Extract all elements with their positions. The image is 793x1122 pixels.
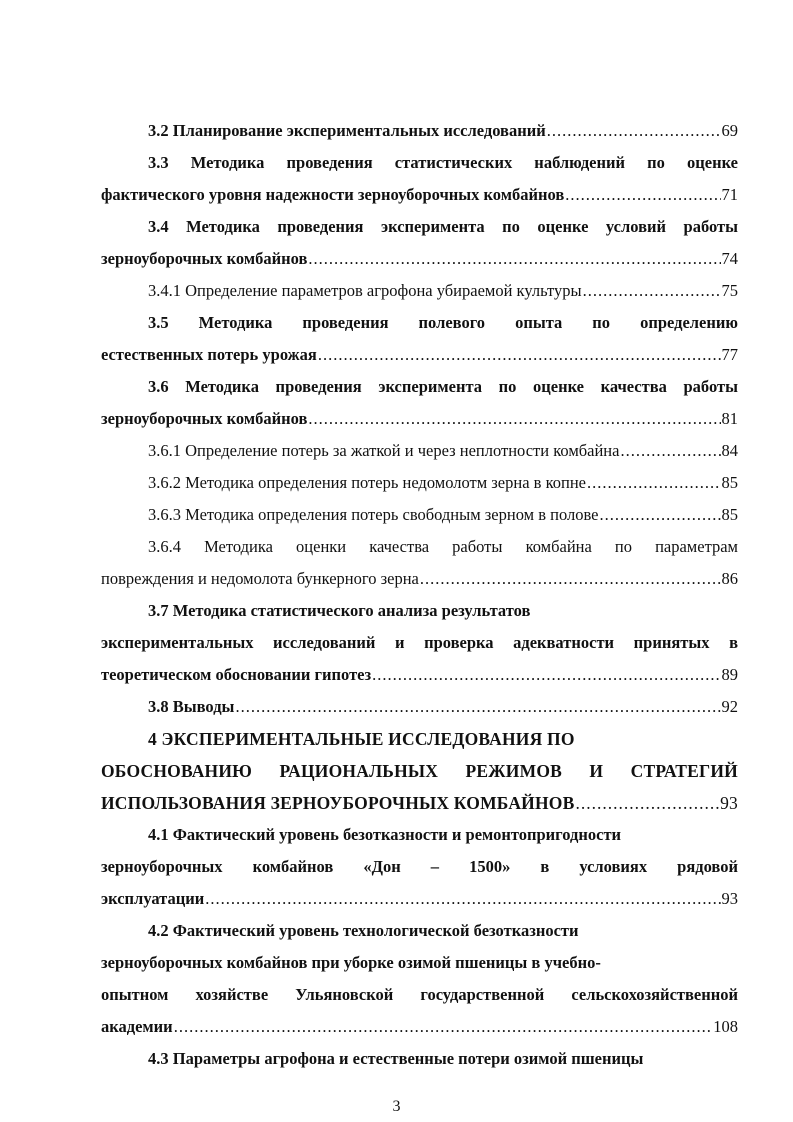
toc-page-number: 84 (721, 441, 738, 460)
toc-entry-title: 3.6.1 Определение потерь за жаткой и через неплотности комбайна (148, 441, 620, 460)
toc-chapter-4-line3 (101, 787, 738, 819)
dot-leader (600, 499, 721, 531)
toc-page-number: 69 (721, 121, 738, 140)
toc-entry-3-7-line2: экспериментальных исследований и проверка адекватности принятых в (101, 633, 738, 652)
toc-page-number: 71 (721, 185, 738, 204)
toc-entry-3-6-line1: 3.6 Методика проведения эксперимента по оценке качества работы (148, 377, 738, 396)
toc-page-number: 92 (721, 697, 738, 716)
toc-entry-title: зерноуборочных комбайнов (101, 409, 308, 428)
toc-entry-title: 3.6.3 Методика определения потерь свободным зерном в полове (148, 505, 599, 524)
dot-leader (583, 275, 721, 307)
toc-page-number: 93 (721, 889, 738, 908)
toc-entry-3-4-line1: 3.4 Методика проведения эксперимента по оценке условий работы (148, 217, 738, 236)
toc-entry-3-4-1 (101, 275, 738, 307)
toc-entry-4-1-line2: зерноуборочных комбайнов «Дон – 1500» в условиях рядовой (101, 857, 738, 876)
toc-entry-4-3-line1: 4.3 Параметры агрофона и естественные потери озимой пшеницы (148, 1049, 644, 1068)
toc-entry-title: академии (101, 1017, 173, 1036)
toc-entry-title: ИСПОЛЬЗОВАНИЯ ЗЕРНОУБОРОЧНЫХ КОМБАЙНОВ (101, 793, 575, 813)
toc-entry-3-7-line3 (101, 659, 738, 691)
toc-entry-4-1-line3 (101, 883, 738, 915)
toc-entry-3-6-3 (101, 499, 738, 531)
toc-entry-4-2-line3: опытном хозяйстве Ульяновской государственной сельскохозяйственной (101, 985, 738, 1004)
toc-page-number: 74 (721, 249, 738, 268)
toc-entry-4-2-line4 (101, 1011, 738, 1043)
dot-leader (235, 691, 720, 723)
toc-entry-3-3-line2 (101, 179, 738, 211)
dot-leader (308, 403, 720, 435)
toc-entry-title: повреждения и недомолота бункерного зерна (101, 569, 419, 588)
toc-entry-3-5-line1: 3.5 Методика проведения полевого опыта по определению (148, 313, 738, 332)
dot-leader (420, 563, 721, 595)
toc-entry-3-6-line2 (101, 403, 738, 435)
toc-entry-title: 3.2 Планирование экспериментальных исследований (148, 121, 546, 140)
toc-entry-3-7-line1: 3.7 Методика статистического анализа результатов (148, 601, 531, 620)
toc-entry-3-3-line1: 3.3 Методика проведения статистических наблюдений по оценке (148, 153, 738, 172)
toc-entry-3-8 (101, 691, 738, 723)
dot-leader (174, 1011, 713, 1043)
dot-leader (372, 659, 720, 691)
toc-entry-title: фактического уровня надежности зерноуборочных комбайнов (101, 185, 565, 204)
toc-chapter-4-line2: ОБОСНОВАНИЮ РАЦИОНАЛЬНЫХ РЕЖИМОВ И СТРАТЕГИЙ (101, 761, 738, 781)
dot-leader (620, 435, 720, 467)
toc-page-number: 89 (721, 665, 738, 684)
toc-page-number: 85 (721, 473, 738, 492)
toc-entry-3-6-1 (101, 435, 738, 467)
dot-leader (565, 179, 720, 211)
toc-chapter-4-line1: 4 ЭКСПЕРИМЕНТАЛЬНЫЕ ИССЛЕДОВАНИЯ ПО (148, 729, 575, 749)
toc-page-number: 85 (721, 505, 738, 524)
table-of-contents (101, 115, 738, 1075)
toc-entry-3-6-4-line1: 3.6.4 Методика оценки качества работы комбайна по параметрам (148, 537, 738, 556)
dot-leader (547, 115, 721, 147)
toc-entry-3-6-4-line2 (101, 563, 738, 595)
dot-leader (575, 787, 719, 819)
toc-entry-4-2-line2: зерноуборочных комбайнов при уборке озимой пшеницы в учебно- (101, 953, 601, 972)
toc-page-number: 93 (720, 793, 738, 813)
toc-entry-title: естественных потерь урожая (101, 345, 317, 364)
toc-entry-3-5-line2 (101, 339, 738, 371)
toc-page-number: 86 (721, 569, 738, 588)
toc-entry-title: 3.4.1 Определение параметров агрофона убираемой культуры (148, 281, 582, 300)
toc-entry-title: 3.8 Выводы (148, 697, 235, 716)
toc-entry-3-6-2 (101, 467, 738, 499)
toc-entry-3-4-line2 (101, 243, 738, 275)
dot-leader (318, 339, 721, 371)
page-number: 3 (392, 1098, 401, 1115)
toc-page-number: 75 (721, 281, 738, 300)
toc-entry-title: эксплуатации (101, 889, 205, 908)
toc-page-number: 77 (721, 345, 738, 364)
toc-entry-title: зерноуборочных комбайнов (101, 249, 308, 268)
dot-leader (205, 883, 720, 915)
toc-entry-4-2-line1: 4.2 Фактический уровень технологической безотказности (148, 921, 579, 940)
dot-leader (308, 243, 720, 275)
toc-page-number: 81 (721, 409, 738, 428)
toc-entry-title: теоретическом обосновании гипотез (101, 665, 372, 684)
toc-entry-4-1-line1: 4.1 Фактический уровень безотказности и ремонтопригодности (148, 825, 622, 844)
toc-entry-3-2 (101, 115, 738, 147)
toc-page-number: 108 (713, 1017, 738, 1036)
toc-entry-title: 3.6.2 Методика определения потерь недомолотм зерна в копне (148, 473, 586, 492)
dot-leader (587, 467, 721, 499)
